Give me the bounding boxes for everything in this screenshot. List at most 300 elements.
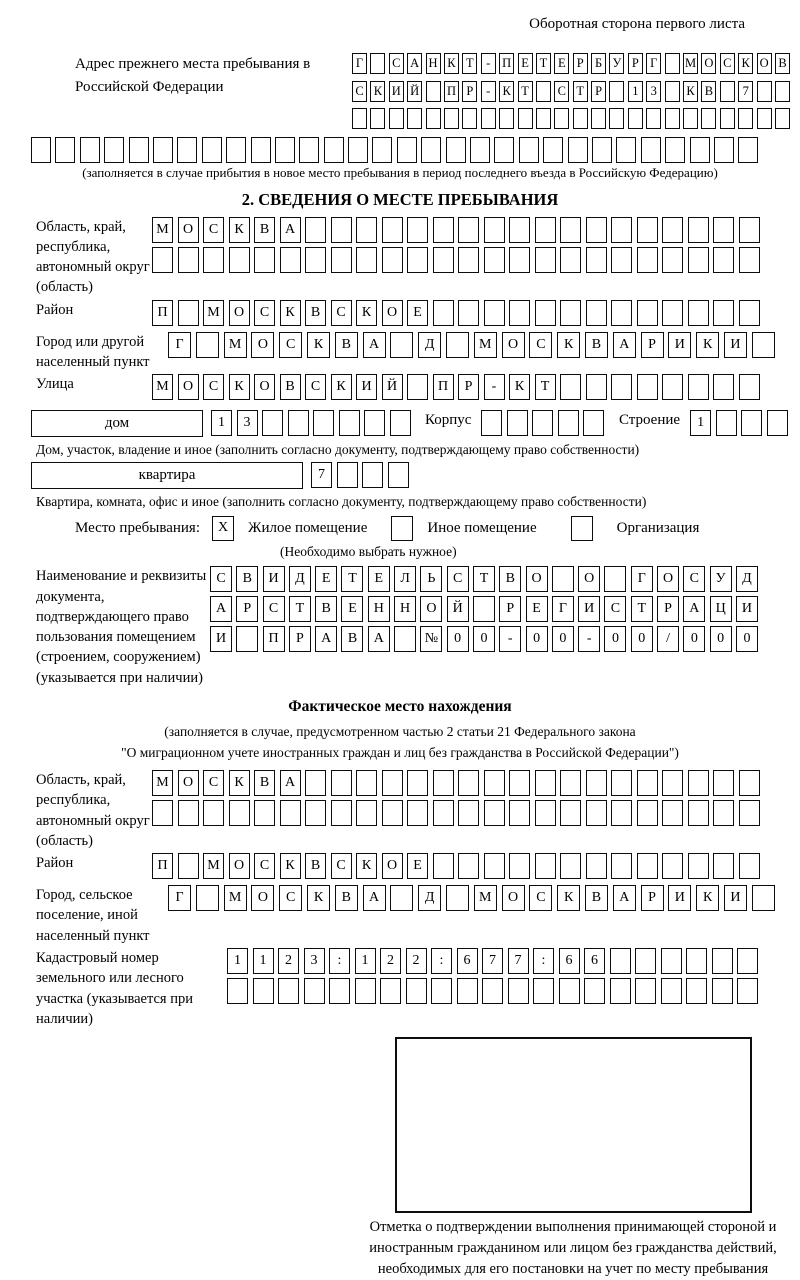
char-cell[interactable] xyxy=(484,247,505,273)
char-cell[interactable]: С xyxy=(352,81,367,102)
char-cell[interactable] xyxy=(364,410,385,436)
char-cell[interactable]: 1 xyxy=(253,948,274,974)
char-cell[interactable] xyxy=(611,800,632,826)
char-cell[interactable] xyxy=(509,800,530,826)
char-cell[interactable] xyxy=(611,247,632,273)
char-cell[interactable] xyxy=(236,626,258,652)
char-cell[interactable]: К xyxy=(229,374,250,400)
char-cell[interactable]: В xyxy=(335,332,358,358)
char-cell[interactable]: М xyxy=(224,332,247,358)
char-cell[interactable]: С xyxy=(331,300,352,326)
char-cell[interactable] xyxy=(229,247,250,273)
char-cell[interactable]: Р xyxy=(236,596,258,622)
char-cell[interactable]: / xyxy=(657,626,679,652)
char-cell[interactable] xyxy=(253,978,274,1004)
char-cell[interactable]: В xyxy=(775,53,790,74)
char-cell[interactable]: А xyxy=(613,885,636,911)
char-cell[interactable] xyxy=(446,137,466,163)
char-cell[interactable] xyxy=(767,410,788,436)
char-cell[interactable] xyxy=(421,137,441,163)
char-cell[interactable]: В xyxy=(254,770,275,796)
char-cell[interactable]: № xyxy=(420,626,442,652)
char-cell[interactable]: К xyxy=(696,332,719,358)
char-cell[interactable]: 0 xyxy=(736,626,758,652)
char-cell[interactable]: 6 xyxy=(584,948,605,974)
char-cell[interactable] xyxy=(665,53,680,74)
char-cell[interactable] xyxy=(262,410,283,436)
char-cell[interactable] xyxy=(535,853,556,879)
char-cell[interactable] xyxy=(406,978,427,1004)
char-cell[interactable] xyxy=(407,108,422,129)
char-cell[interactable] xyxy=(554,108,569,129)
char-cell[interactable] xyxy=(690,137,710,163)
char-cell[interactable] xyxy=(752,885,775,911)
char-cell[interactable]: К xyxy=(557,332,580,358)
char-cell[interactable] xyxy=(646,108,661,129)
char-cell[interactable] xyxy=(518,108,533,129)
char-cell[interactable] xyxy=(543,137,563,163)
char-cell[interactable] xyxy=(31,137,51,163)
char-cell[interactable]: 0 xyxy=(683,626,705,652)
char-cell[interactable] xyxy=(591,108,606,129)
char-cell[interactable]: Л xyxy=(394,566,416,592)
checkbox-zhiloe[interactable]: X xyxy=(212,516,234,541)
char-cell[interactable] xyxy=(713,800,734,826)
char-cell[interactable]: Т xyxy=(573,81,588,102)
char-cell[interactable]: 0 xyxy=(473,626,495,652)
char-cell[interactable]: 2 xyxy=(406,948,427,974)
char-cell[interactable] xyxy=(484,853,505,879)
char-cell[interactable]: Е xyxy=(341,596,363,622)
char-cell[interactable] xyxy=(178,800,199,826)
char-cell[interactable] xyxy=(390,332,413,358)
char-cell[interactable] xyxy=(462,108,477,129)
char-cell[interactable]: А xyxy=(363,332,386,358)
char-cell[interactable]: С xyxy=(389,53,404,74)
char-cell[interactable] xyxy=(688,770,709,796)
char-cell[interactable]: В xyxy=(335,885,358,911)
char-cell[interactable]: 3 xyxy=(237,410,258,436)
char-cell[interactable]: С xyxy=(254,853,275,879)
char-cell[interactable]: Р xyxy=(462,81,477,102)
char-cell[interactable] xyxy=(348,137,368,163)
char-cell[interactable]: О xyxy=(251,885,274,911)
char-cell[interactable] xyxy=(661,948,682,974)
char-cell[interactable] xyxy=(278,978,299,1004)
char-cell[interactable]: 7 xyxy=(311,462,332,488)
char-cell[interactable] xyxy=(280,247,301,273)
char-cell[interactable] xyxy=(299,137,319,163)
char-cell[interactable] xyxy=(637,800,658,826)
char-cell[interactable] xyxy=(662,247,683,273)
char-cell[interactable]: В xyxy=(315,596,337,622)
char-cell[interactable] xyxy=(739,300,760,326)
char-cell[interactable] xyxy=(688,217,709,243)
char-cell[interactable]: У xyxy=(609,53,624,74)
char-cell[interactable] xyxy=(739,247,760,273)
char-cell[interactable] xyxy=(331,770,352,796)
char-cell[interactable]: М xyxy=(224,885,247,911)
char-cell[interactable] xyxy=(507,410,528,436)
char-cell[interactable] xyxy=(203,800,224,826)
char-cell[interactable]: Е xyxy=(368,566,390,592)
char-cell[interactable] xyxy=(536,108,551,129)
char-cell[interactable]: - xyxy=(578,626,600,652)
char-cell[interactable] xyxy=(739,853,760,879)
char-cell[interactable]: Е xyxy=(407,853,428,879)
char-cell[interactable] xyxy=(370,108,385,129)
char-cell[interactable]: Р xyxy=(591,81,606,102)
char-cell[interactable]: Р xyxy=(641,332,664,358)
char-cell[interactable] xyxy=(390,885,413,911)
char-cell[interactable] xyxy=(444,108,459,129)
char-cell[interactable]: О xyxy=(229,300,250,326)
char-cell[interactable] xyxy=(426,108,441,129)
char-cell[interactable] xyxy=(586,853,607,879)
char-cell[interactable]: Т xyxy=(536,53,551,74)
char-cell[interactable]: К xyxy=(307,332,330,358)
char-cell[interactable]: 0 xyxy=(526,626,548,652)
char-cell[interactable] xyxy=(552,566,574,592)
char-cell[interactable]: Н xyxy=(368,596,390,622)
char-cell[interactable] xyxy=(720,108,735,129)
char-cell[interactable] xyxy=(586,374,607,400)
char-cell[interactable] xyxy=(458,247,479,273)
char-cell[interactable]: В xyxy=(341,626,363,652)
char-cell[interactable] xyxy=(55,137,75,163)
char-cell[interactable] xyxy=(533,978,554,1004)
char-cell[interactable] xyxy=(628,108,643,129)
char-cell[interactable] xyxy=(665,108,680,129)
char-cell[interactable] xyxy=(586,800,607,826)
char-cell[interactable] xyxy=(586,247,607,273)
char-cell[interactable]: Д xyxy=(289,566,311,592)
char-cell[interactable]: О xyxy=(178,217,199,243)
char-cell[interactable] xyxy=(560,300,581,326)
char-cell[interactable] xyxy=(532,410,553,436)
char-cell[interactable] xyxy=(280,800,301,826)
char-cell[interactable]: И xyxy=(356,374,377,400)
char-cell[interactable]: С xyxy=(263,596,285,622)
char-cell[interactable]: С xyxy=(331,853,352,879)
char-cell[interactable] xyxy=(313,410,334,436)
char-cell[interactable] xyxy=(560,374,581,400)
char-cell[interactable] xyxy=(433,770,454,796)
char-cell[interactable] xyxy=(370,53,385,74)
char-cell[interactable] xyxy=(275,137,295,163)
char-cell[interactable]: П xyxy=(152,853,173,879)
char-cell[interactable]: Т xyxy=(341,566,363,592)
char-cell[interactable]: Р xyxy=(628,53,643,74)
char-cell[interactable] xyxy=(356,800,377,826)
char-cell[interactable]: М xyxy=(152,374,173,400)
char-cell[interactable]: 0 xyxy=(552,626,574,652)
char-cell[interactable]: О xyxy=(502,885,525,911)
char-cell[interactable] xyxy=(372,137,392,163)
char-cell[interactable]: К xyxy=(356,853,377,879)
char-cell[interactable] xyxy=(196,885,219,911)
char-cell[interactable]: - xyxy=(484,374,505,400)
char-cell[interactable]: А xyxy=(280,770,301,796)
char-cell[interactable] xyxy=(152,247,173,273)
char-cell[interactable] xyxy=(458,217,479,243)
char-cell[interactable] xyxy=(446,332,469,358)
char-cell[interactable]: И xyxy=(724,885,747,911)
char-cell[interactable] xyxy=(355,978,376,1004)
char-cell[interactable]: - xyxy=(481,81,496,102)
char-cell[interactable]: Н xyxy=(426,53,441,74)
char-cell[interactable] xyxy=(536,81,551,102)
char-cell[interactable]: Т xyxy=(462,53,477,74)
char-cell[interactable]: В xyxy=(236,566,258,592)
char-cell[interactable] xyxy=(305,800,326,826)
char-cell[interactable]: С xyxy=(683,566,705,592)
char-cell[interactable] xyxy=(407,217,428,243)
char-cell[interactable] xyxy=(637,217,658,243)
char-cell[interactable] xyxy=(331,247,352,273)
char-cell[interactable]: Е xyxy=(407,300,428,326)
char-cell[interactable] xyxy=(397,137,417,163)
char-cell[interactable] xyxy=(380,978,401,1004)
char-cell[interactable] xyxy=(352,108,367,129)
char-cell[interactable]: М xyxy=(203,853,224,879)
char-cell[interactable] xyxy=(713,247,734,273)
char-cell[interactable]: В xyxy=(499,566,521,592)
char-cell[interactable]: В xyxy=(305,853,326,879)
char-cell[interactable]: 0 xyxy=(710,626,732,652)
char-cell[interactable]: Р xyxy=(458,374,479,400)
char-cell[interactable]: П xyxy=(433,374,454,400)
char-cell[interactable]: О xyxy=(178,770,199,796)
char-cell[interactable] xyxy=(662,217,683,243)
char-cell[interactable] xyxy=(720,81,735,102)
char-cell[interactable] xyxy=(226,137,246,163)
char-cell[interactable]: М xyxy=(152,217,173,243)
char-cell[interactable]: 3 xyxy=(646,81,661,102)
char-cell[interactable]: М xyxy=(203,300,224,326)
char-cell[interactable]: А xyxy=(407,53,422,74)
char-cell[interactable] xyxy=(738,137,758,163)
char-cell[interactable]: 0 xyxy=(631,626,653,652)
char-cell[interactable]: Р xyxy=(657,596,679,622)
char-cell[interactable] xyxy=(535,217,556,243)
char-cell[interactable] xyxy=(661,978,682,1004)
char-cell[interactable]: С xyxy=(529,332,552,358)
char-cell[interactable] xyxy=(713,770,734,796)
char-cell[interactable]: Д xyxy=(418,332,441,358)
char-cell[interactable]: С xyxy=(279,885,302,911)
char-cell[interactable]: 0 xyxy=(447,626,469,652)
char-cell[interactable] xyxy=(637,374,658,400)
char-cell[interactable]: А xyxy=(368,626,390,652)
char-cell[interactable] xyxy=(433,217,454,243)
char-cell[interactable] xyxy=(609,108,624,129)
char-cell[interactable] xyxy=(662,800,683,826)
char-cell[interactable] xyxy=(688,853,709,879)
char-cell[interactable] xyxy=(177,137,197,163)
char-cell[interactable]: С xyxy=(203,217,224,243)
char-cell[interactable] xyxy=(583,410,604,436)
char-cell[interactable] xyxy=(482,978,503,1004)
char-cell[interactable]: И xyxy=(736,596,758,622)
char-cell[interactable] xyxy=(433,247,454,273)
char-cell[interactable] xyxy=(611,770,632,796)
char-cell[interactable]: П xyxy=(444,81,459,102)
char-cell[interactable] xyxy=(481,410,502,436)
char-cell[interactable]: С xyxy=(447,566,469,592)
char-cell[interactable]: П xyxy=(152,300,173,326)
char-cell[interactable] xyxy=(568,137,588,163)
char-cell[interactable]: Г xyxy=(631,566,653,592)
char-cell[interactable] xyxy=(508,978,529,1004)
char-cell[interactable]: Н xyxy=(394,596,416,622)
char-cell[interactable]: У xyxy=(710,566,732,592)
char-cell[interactable] xyxy=(509,300,530,326)
char-cell[interactable] xyxy=(407,800,428,826)
char-cell[interactable]: 7 xyxy=(482,948,503,974)
char-cell[interactable] xyxy=(683,108,698,129)
char-cell[interactable] xyxy=(446,885,469,911)
char-cell[interactable] xyxy=(637,247,658,273)
char-cell[interactable] xyxy=(356,247,377,273)
char-cell[interactable] xyxy=(610,978,631,1004)
char-cell[interactable]: С xyxy=(203,374,224,400)
char-cell[interactable] xyxy=(356,770,377,796)
char-cell[interactable] xyxy=(592,137,612,163)
char-cell[interactable] xyxy=(739,374,760,400)
char-cell[interactable]: Й xyxy=(407,81,422,102)
char-cell[interactable]: : xyxy=(533,948,554,974)
char-cell[interactable] xyxy=(535,247,556,273)
char-cell[interactable]: К xyxy=(229,217,250,243)
char-cell[interactable] xyxy=(741,410,762,436)
char-cell[interactable] xyxy=(484,800,505,826)
char-cell[interactable] xyxy=(339,410,360,436)
char-cell[interactable] xyxy=(254,247,275,273)
char-cell[interactable]: В xyxy=(254,217,275,243)
char-cell[interactable] xyxy=(331,800,352,826)
char-cell[interactable] xyxy=(509,853,530,879)
char-cell[interactable] xyxy=(611,374,632,400)
char-cell[interactable]: К xyxy=(280,853,301,879)
char-cell[interactable]: К xyxy=(683,81,698,102)
char-cell[interactable]: Г xyxy=(552,596,574,622)
char-cell[interactable]: 2 xyxy=(278,948,299,974)
char-cell[interactable]: К xyxy=(696,885,719,911)
char-cell[interactable] xyxy=(152,800,173,826)
char-cell[interactable]: М xyxy=(474,885,497,911)
char-cell[interactable]: В xyxy=(701,81,716,102)
char-cell[interactable] xyxy=(701,108,716,129)
char-cell[interactable] xyxy=(382,217,403,243)
char-cell[interactable]: Р xyxy=(641,885,664,911)
char-cell[interactable] xyxy=(558,410,579,436)
char-cell[interactable] xyxy=(611,853,632,879)
char-cell[interactable] xyxy=(688,800,709,826)
char-cell[interactable]: Р xyxy=(499,596,521,622)
char-cell[interactable] xyxy=(739,770,760,796)
char-cell[interactable]: О xyxy=(578,566,600,592)
char-cell[interactable] xyxy=(407,770,428,796)
char-cell[interactable] xyxy=(713,374,734,400)
char-cell[interactable] xyxy=(611,217,632,243)
char-cell[interactable] xyxy=(560,853,581,879)
char-cell[interactable] xyxy=(203,247,224,273)
char-cell[interactable] xyxy=(688,247,709,273)
char-cell[interactable]: С xyxy=(305,374,326,400)
char-cell[interactable]: Г xyxy=(168,885,191,911)
char-cell[interactable]: И xyxy=(210,626,232,652)
char-cell[interactable] xyxy=(586,770,607,796)
char-cell[interactable] xyxy=(382,247,403,273)
char-cell[interactable] xyxy=(433,300,454,326)
char-cell[interactable] xyxy=(713,853,734,879)
char-cell[interactable]: К xyxy=(370,81,385,102)
char-cell[interactable] xyxy=(637,770,658,796)
char-cell[interactable]: 1 xyxy=(211,410,232,436)
char-cell[interactable] xyxy=(560,217,581,243)
char-cell[interactable] xyxy=(757,81,772,102)
char-cell[interactable]: К xyxy=(557,885,580,911)
char-cell[interactable] xyxy=(331,217,352,243)
char-cell[interactable] xyxy=(737,978,758,1004)
char-cell[interactable]: 6 xyxy=(559,948,580,974)
char-cell[interactable] xyxy=(775,81,790,102)
char-cell[interactable]: О xyxy=(701,53,716,74)
char-cell[interactable] xyxy=(426,81,441,102)
char-cell[interactable] xyxy=(712,978,733,1004)
char-cell[interactable] xyxy=(775,108,790,129)
char-cell[interactable] xyxy=(288,410,309,436)
char-cell[interactable] xyxy=(324,137,344,163)
char-cell[interactable]: 7 xyxy=(738,81,753,102)
char-cell[interactable] xyxy=(484,217,505,243)
char-cell[interactable]: 3 xyxy=(304,948,325,974)
char-cell[interactable] xyxy=(712,948,733,974)
char-cell[interactable] xyxy=(616,137,636,163)
char-cell[interactable] xyxy=(519,137,539,163)
char-cell[interactable] xyxy=(560,800,581,826)
char-cell[interactable] xyxy=(229,800,250,826)
char-cell[interactable]: К xyxy=(229,770,250,796)
char-cell[interactable] xyxy=(362,462,383,488)
char-cell[interactable] xyxy=(604,566,626,592)
char-cell[interactable] xyxy=(473,596,495,622)
char-cell[interactable] xyxy=(196,332,219,358)
char-cell[interactable] xyxy=(458,300,479,326)
char-cell[interactable] xyxy=(129,137,149,163)
char-cell[interactable] xyxy=(635,948,656,974)
char-cell[interactable]: С xyxy=(720,53,735,74)
char-cell[interactable]: И xyxy=(668,885,691,911)
char-cell[interactable]: Д xyxy=(736,566,758,592)
char-cell[interactable]: К xyxy=(331,374,352,400)
char-cell[interactable]: С xyxy=(254,300,275,326)
char-cell[interactable] xyxy=(637,300,658,326)
char-cell[interactable] xyxy=(153,137,173,163)
char-cell[interactable] xyxy=(586,217,607,243)
char-cell[interactable] xyxy=(382,800,403,826)
char-cell[interactable] xyxy=(560,247,581,273)
char-cell[interactable]: Р xyxy=(289,626,311,652)
char-cell[interactable] xyxy=(254,800,275,826)
char-cell[interactable] xyxy=(499,108,514,129)
char-cell[interactable] xyxy=(337,462,358,488)
char-cell[interactable]: О xyxy=(420,596,442,622)
char-cell[interactable] xyxy=(305,217,326,243)
char-cell[interactable] xyxy=(389,108,404,129)
char-cell[interactable] xyxy=(509,217,530,243)
